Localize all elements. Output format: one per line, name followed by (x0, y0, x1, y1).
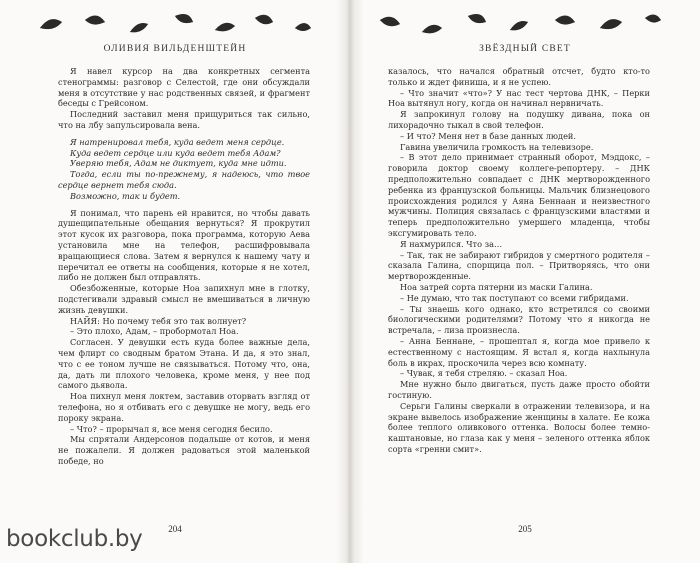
paragraph: – Ты знаешь кого однако, кто встретился со своими биологическими родителями? Потому что я никогда не встречала, – лиза произнесла. (388, 303, 650, 336)
feathers-decoration (10, 6, 340, 46)
paragraph: – Что? – прорычал я, все меня сегодня бесило. (70, 423, 273, 434)
right-page-number: 205 (518, 524, 532, 534)
left-running-header: ОЛИВИЯ ВИЛЬДЕНШТЕЙН (103, 44, 247, 54)
paragraph: казалось, что начался обратный отсчет, будто кто-то только и ждет финиша, и я не успею. (388, 66, 650, 87)
book-gutter-shadow (346, 0, 354, 563)
paragraph: Серьги Галины сверкали в отражении телевизора, и на экране вывелось изображение женщины в халате. Ее кожа более теплого оливкового оттенка. Волосы более темно-каштановые, но глаза как у меня – зеленого оттенка яблок сорта «гренни смит». (388, 400, 650, 454)
paragraph: Последний заставил меня прищуриться так сильно, что на лбу запульсировала вена. (58, 109, 310, 130)
paragraph: Мы спрятали Андерсонов подальше от котов, и меня не пожалели. Я должен радоваться этой маленькой победе, но (58, 434, 310, 466)
paragraph: Ноа пихнул меня локтем, заставив оторвать взгляд от телефона, но я отбивать его с девушке не могу, ведь его пороку экрана. (58, 391, 310, 423)
paragraph: Возможно, так и будет. (70, 190, 181, 201)
paragraph: Мне нужно было двигаться, пусть даже просто обойти гостиную. (388, 379, 650, 400)
paragraph: Я натренировал тебя, куда ведет меня сердце. (70, 136, 285, 147)
paragraph: Я нахмурился. Что за… (400, 238, 503, 249)
paragraph: НАЙЯ: Но почему тебя это так волнует? (70, 315, 247, 326)
site-watermark: bookclub.by (6, 526, 143, 552)
paragraph: Гавина увеличила громкость на телевизоре. (400, 141, 594, 152)
feathers-decoration (360, 6, 690, 46)
paragraph: Уверяю тебя, Адам не диктует, куда мне идти. (70, 158, 287, 169)
paragraph: Я понимал, что парень ей нравится, но чтобы давать душещипательные обещания вернуться? Я прокрутил этот кусок их разговора, пока программа, которую Аева установила мне на телефон, расшифровывала вращающиеся слова. Затем я вернулся к нашему чату и перечитал ее ответы на сообщения, которые я не хотел, либо не должен был отправлять. (58, 207, 310, 283)
left-page-text (58, 66, 310, 467)
paragraph: – Анна Беннане, – прошептал я, когда мое привело к естественному с настоящим. Я встал я, когда нахлынула боль в икрах, проскочила через всю комнату. (388, 335, 650, 368)
right-page-text (388, 66, 650, 455)
paragraph: – Так, так не забирают гибридов у смертного родителя – сказала Галина, спорщица пол. – Притворяясь, что они мертворожденные. (388, 249, 650, 282)
right-page (360, 0, 690, 563)
paragraph: – И что? Меня нет в базе данных людей. (400, 130, 576, 141)
paragraph: Ноа затрей сорта пятерни из маски Галина. (400, 281, 593, 292)
left-page (10, 0, 340, 563)
paragraph: Я навел курсор на два конкретных сегмента стенограммы: разговор с Селестой, где они обсуждали меня в отсутствие у нас родственных связей, и фрагмент беседы с Грейсоном. (58, 66, 310, 109)
paragraph: Тогда, если ты по-прежнему, я надеюсь, что твое сердце вернет тебя сюда. (58, 169, 310, 190)
right-running-header: ЗВЁЗДНЫЙ СВЕТ (479, 44, 571, 54)
paragraph: Обезбоженные, которые Ноа запихнул мне в глотку, подстегивали здравый смысл не вмешиваться в личную жизнь девушки. (58, 283, 310, 315)
paragraph: – Не думаю, что так поступают со всеми гибридами. (400, 292, 629, 303)
paragraph: Согласен. У девушки есть куда более важные дела, чем флирт со сводным братом Этана. И да, я это знал, что с ее тоном лучше не связываться. Потому что, она, да, дать ли плохого человека, кроме меня, у нее под самого дьявола. (58, 337, 310, 391)
paragraph: Куда ведет сердце или куда ведет тебя Адам? (70, 147, 281, 158)
paragraph: – В этот дело принимает странный оборот, Мэддокс, – говорила доктор своему коллеге-репортеру. – ДНК предположительно совпадает с ДНК мертворожденного ребенка из французской больницы. Мальчик близнецового происхождения родился у Аяна Беннаан и неизвестного мужчины. Полиция связалась с французскими властями и теперь предположительно умершего младенца, чтобы эксгумировать тело. (388, 152, 650, 238)
left-page-number: 204 (168, 524, 182, 534)
paragraph: Я запрокинул голову на подушку дивана, пока он лихорадочно тыкал в свой телефон. (388, 109, 650, 130)
paragraph: – Что значит «что»? У нас тест чертова ДНК, – Перки Ноа вытянул ногу, когда он начинал нервничать. (388, 87, 650, 109)
paragraph: – Чувак, я тебя стреляю. – сказал Ноа. (400, 368, 568, 379)
paragraph: – Это плохо, Адам, – пробормотал Ноа. (70, 326, 239, 337)
